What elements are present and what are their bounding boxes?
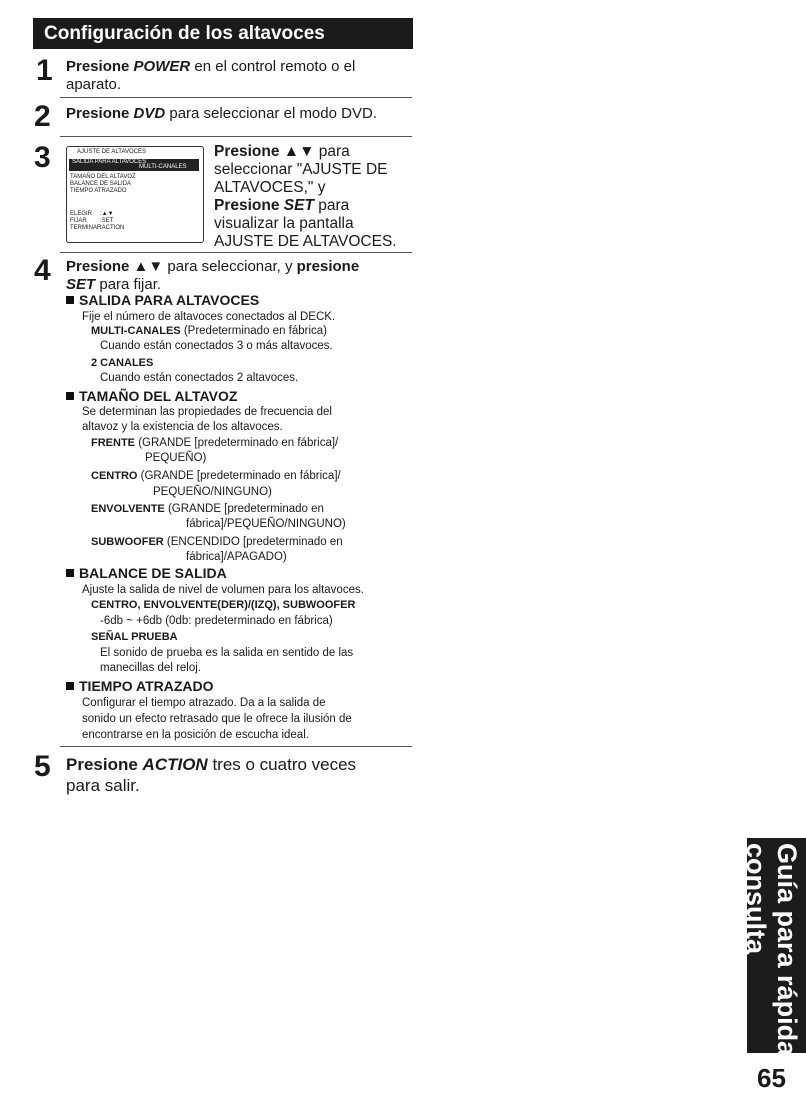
step-3-text: visualizar la pantalla xyxy=(214,215,354,232)
option-line: MULTI-CANALES (Predeterminado en fábrica) xyxy=(91,325,328,337)
option-line: SUBWOOFER (ENCENDIDO [predeterminado en xyxy=(91,536,343,548)
screen-menu-item: TAMAÑO DEL ALTAVOZ xyxy=(70,174,136,180)
option-line: PEQUEÑO) xyxy=(145,452,207,464)
step-5-text: Presione ACTION tres o cuatro veces xyxy=(66,755,357,774)
screen-key-label: TERMINAR xyxy=(70,225,102,231)
section-text: sonido un efecto retrasado que le ofrece la ilusión de xyxy=(82,713,352,725)
step-4-number: 4 xyxy=(34,254,51,287)
step-2-number: 2 xyxy=(34,100,51,133)
bullet-icon xyxy=(66,392,74,400)
section-text: Ajuste la salida de nivel de volumen para los altavoces. xyxy=(82,584,364,596)
option-description: Cuando están conectados 3 o más altavoces. xyxy=(100,340,333,352)
step-3-text: Presione ▲▼ para xyxy=(214,143,350,160)
step-3-text: seleccionar "AJUSTE DE xyxy=(214,161,388,178)
option-description: Cuando están conectados 2 altavoces. xyxy=(100,372,299,384)
side-tab-label: Guía para rápida xyxy=(772,843,802,1057)
screen-key-label: FIJAR xyxy=(70,218,87,224)
section-heading: TIEMPO ATRAZADO xyxy=(66,678,214,694)
section-heading: BALANCE DE SALIDA xyxy=(66,565,227,581)
option-line: FRENTE (GRANDE [predeterminado en fábrica]/ xyxy=(91,437,339,449)
step-5-text: para salir. xyxy=(66,776,140,795)
section-side-tab xyxy=(741,838,806,1057)
divider xyxy=(60,252,412,253)
option-line: CENTRO, ENVOLVENTE(DER)/(IZQ), SUBWOOFER xyxy=(91,599,356,611)
page-title: Configuración de los altavoces xyxy=(33,18,413,49)
divider xyxy=(60,136,412,137)
option-line: PEQUEÑO/NINGUNO) xyxy=(153,486,272,498)
section-text: Se determinan las propiedades de frecuencia del xyxy=(82,406,332,418)
step-2-text: Presione DVD para seleccionar el modo DVD. xyxy=(66,105,377,122)
screen-highlight-row: SALIDA PARA ALTAVOCES MULTI-CANALES xyxy=(69,159,199,171)
section-text: Configurar el tiempo atrazado. Da a la salida de xyxy=(82,697,326,709)
option-description: manecillas del reloj. xyxy=(100,662,201,674)
screen-key-value: :▲▼ xyxy=(100,211,114,217)
section-heading: TAMAÑO DEL ALTAVOZ xyxy=(66,388,237,404)
screen-key-value: :ACTION xyxy=(100,225,125,231)
step-4-text: Presione ▲▼ para seleccionar, y presione xyxy=(66,258,360,275)
step-3-text: Presione SET para xyxy=(214,197,350,214)
section-heading: SALIDA PARA ALTAVOCES xyxy=(66,292,259,308)
option-line: fábrica]/APAGADO) xyxy=(186,551,287,563)
speaker-setup-screen xyxy=(66,146,204,243)
option-description: El sonido de prueba es la salida en sentido de las xyxy=(100,647,354,659)
screen-menu-item: BALANCE DE SALIDA xyxy=(70,181,132,187)
option-line: ENVOLVENTE (GRANDE [predeterminado en xyxy=(91,503,324,515)
section-text: altavoz y la existencia de los altavoces. xyxy=(82,421,283,433)
bullet-icon xyxy=(66,682,74,690)
option-line: CENTRO (GRANDE [predeterminado en fábrica]/ xyxy=(91,470,341,482)
screen-key-label: ELEGIR xyxy=(70,211,93,217)
side-tab-label: consulta xyxy=(741,843,771,955)
step-5-number: 5 xyxy=(34,750,51,783)
bullet-icon xyxy=(66,296,74,304)
step-1-text: Presione POWER en el control remoto o el xyxy=(66,58,356,75)
option-line: fábrica]/PEQUEÑO/NINGUNO) xyxy=(186,518,346,530)
step-4-text: SET para fijar. xyxy=(66,276,162,293)
step-1-number: 1 xyxy=(36,54,53,87)
option-description: -6db ~ +6db (0db: predeterminado en fábrica) xyxy=(100,615,333,627)
divider xyxy=(60,746,412,747)
bullet-icon xyxy=(66,569,74,577)
screen-key-value: :SET xyxy=(100,218,114,224)
section-text: encontrarse en la posición de escucha ideal. xyxy=(82,729,309,741)
screen-title: AJUSTE DE ALTAVOCES xyxy=(77,149,147,155)
screen-menu-item: TIEMPO ATRAZADO xyxy=(70,188,127,194)
step-3-text: AJUSTE DE ALTAVOCES. xyxy=(214,233,397,250)
section-text: Fije el número de altavoces conectados al DECK. xyxy=(82,311,336,323)
option-line: SEÑAL PRUEBA xyxy=(91,631,178,643)
step-1-text-line2: aparato. xyxy=(66,76,122,93)
option-line: 2 CANALES xyxy=(91,357,154,369)
step-3-text: ALTAVOCES," y xyxy=(214,179,326,196)
divider xyxy=(60,97,412,98)
step-3-number: 3 xyxy=(34,141,51,174)
page-number: 65 xyxy=(757,1063,786,1093)
